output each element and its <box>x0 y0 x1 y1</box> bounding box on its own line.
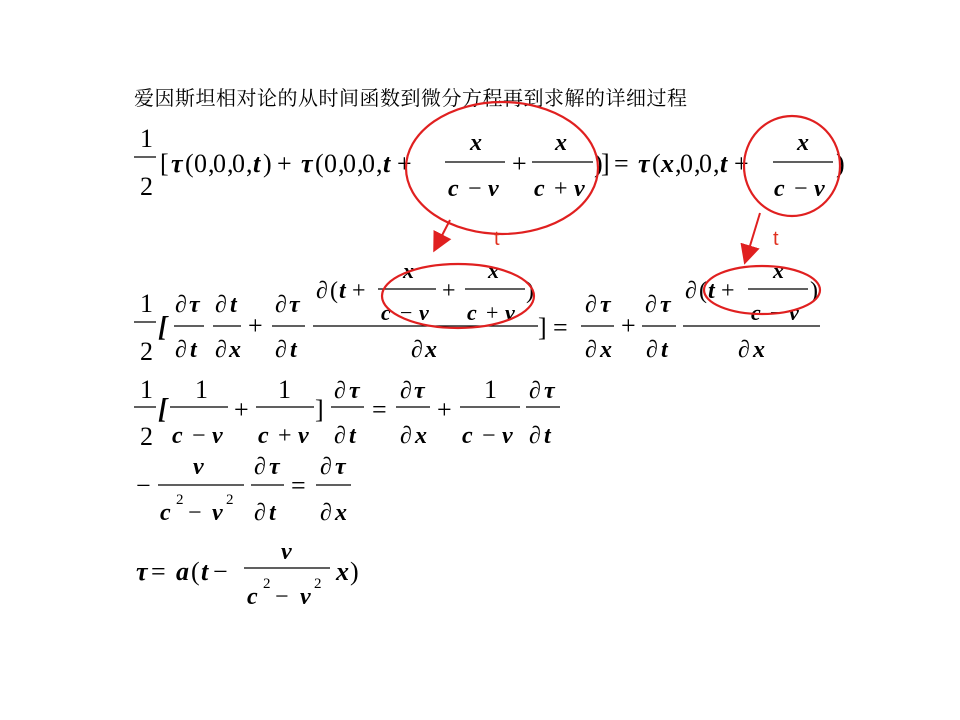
math-token-38: ( <box>652 149 661 178</box>
math-token-148: = <box>291 471 306 500</box>
math-token-110: c <box>172 423 183 449</box>
math-token-51: ) <box>836 149 845 178</box>
math-token-95: ∂ <box>685 278 697 304</box>
math-token-121: ∂ <box>334 423 346 449</box>
math-token-79: + <box>486 300 499 325</box>
math-token-66: ∂ <box>275 337 287 363</box>
math-token-14: + <box>277 149 292 178</box>
math-token-98: + <box>721 278 735 304</box>
math-token-83: x <box>425 337 437 363</box>
math-token-9: , <box>227 149 234 178</box>
math-token-59: ∂ <box>215 292 227 318</box>
math-token-2: 2 <box>140 172 153 201</box>
math-token-99: x <box>773 258 784 283</box>
math-token-76: + <box>442 278 456 304</box>
math-token-144: ∂ <box>254 454 266 480</box>
math-token-119: ∂ <box>334 378 346 404</box>
arrow-right <box>746 213 760 259</box>
math-token-65: τ <box>289 292 300 318</box>
math-token-87: τ <box>600 292 611 318</box>
math-token-21: 0 <box>362 149 375 178</box>
math-token-89: x <box>600 337 612 363</box>
math-token-106: 1 <box>140 375 153 404</box>
math-token-132: v <box>502 423 513 449</box>
math-token-81: ) <box>526 278 534 304</box>
math-token-1: 1 <box>140 124 153 153</box>
math-token-165: x <box>336 557 349 586</box>
math-token-146: ∂ <box>254 500 266 526</box>
math-token-122: t <box>349 423 356 449</box>
highlight-ellipse-right-top <box>744 116 840 216</box>
math-token-55: ∂ <box>175 292 187 318</box>
math-token-97: t <box>708 278 715 304</box>
math-token-27: − <box>468 176 482 202</box>
math-token-41: 0 <box>680 149 693 178</box>
math-token-160: c <box>247 584 258 610</box>
math-token-40: , <box>675 149 682 178</box>
math-token-31: c <box>534 176 545 202</box>
math-token-24: + <box>397 149 412 178</box>
math-token-25: x <box>470 130 482 156</box>
note-t-left: t <box>494 228 500 250</box>
math-token-64: ∂ <box>275 292 287 318</box>
arrow-left <box>436 220 450 247</box>
math-token-33: v <box>574 176 585 202</box>
math-token-150: τ <box>335 454 346 480</box>
math-token-104: ∂ <box>738 337 750 363</box>
math-token-114: 1 <box>278 375 291 404</box>
math-token-57: ∂ <box>175 337 187 363</box>
math-token-28: v <box>488 176 499 202</box>
math-token-58: t <box>190 337 197 363</box>
math-token-157: t <box>201 557 209 586</box>
math-token-13: ) <box>263 149 272 178</box>
math-token-131: − <box>482 423 496 449</box>
math-token-153: τ <box>136 557 148 586</box>
math-token-30: x <box>555 130 567 156</box>
math-token-154: = <box>151 557 166 586</box>
math-token-73: c <box>381 300 391 325</box>
math-token-82: ∂ <box>411 337 423 363</box>
math-token-46: + <box>734 149 749 178</box>
math-token-109: 1 <box>195 375 208 404</box>
math-token-32: + <box>554 176 568 202</box>
math-token-130: c <box>462 423 473 449</box>
math-token-47: x <box>797 130 809 156</box>
math-token-115: c <box>258 423 269 449</box>
math-token-143: 2 <box>226 492 234 508</box>
math-token-56: τ <box>189 292 200 318</box>
math-token-137: − <box>136 471 151 500</box>
math-token-70: t <box>339 278 346 304</box>
math-token-138: v <box>193 454 204 480</box>
math-token-151: ∂ <box>320 500 332 526</box>
math-token-53: 2 <box>140 337 153 366</box>
math-token-140: 2 <box>176 492 184 508</box>
math-token-3: [ <box>160 149 169 178</box>
math-token-61: ∂ <box>215 337 227 363</box>
math-token-147: t <box>269 500 276 526</box>
math-token-18: , <box>338 149 345 178</box>
math-token-107: 2 <box>140 422 153 451</box>
math-token-26: c <box>448 176 459 202</box>
math-token-35: ] <box>601 149 610 178</box>
math-token-8: 0 <box>213 149 226 178</box>
math-token-125: τ <box>414 378 425 404</box>
math-token-120: τ <box>349 378 360 404</box>
math-token-43: 0 <box>699 149 712 178</box>
math-token-11: , <box>246 149 253 178</box>
math-token-134: τ <box>544 378 555 404</box>
math-token-67: t <box>290 337 297 363</box>
math-token-117: v <box>298 423 309 449</box>
note-t-right: t <box>773 228 779 250</box>
math-token-62: x <box>229 337 241 363</box>
math-token-50: v <box>814 176 825 202</box>
math-token-149: ∂ <box>320 454 332 480</box>
highlight-ellipse-left-middle <box>382 264 534 328</box>
math-token-7: , <box>208 149 215 178</box>
math-token-108: [ <box>158 394 168 425</box>
math-token-152: x <box>335 500 347 526</box>
math-token-162: − <box>275 584 289 610</box>
math-token-54: [ <box>158 312 168 343</box>
math-token-164: 2 <box>314 576 322 592</box>
math-token-22: , <box>376 149 383 178</box>
math-token-93: ∂ <box>646 337 658 363</box>
math-token-42: , <box>694 149 701 178</box>
math-token-74: − <box>400 300 413 325</box>
math-token-161: 2 <box>263 576 271 592</box>
math-token-77: x <box>488 258 499 283</box>
math-token-145: τ <box>269 454 280 480</box>
math-token-158: − <box>213 557 228 586</box>
math-token-75: v <box>419 300 429 325</box>
math-token-4: τ <box>171 149 183 178</box>
math-token-29: + <box>512 149 527 178</box>
math-token-60: t <box>230 292 237 318</box>
math-token-34: ) <box>594 149 603 178</box>
math-token-133: ∂ <box>529 378 541 404</box>
math-token-156: ( <box>191 557 200 586</box>
math-token-39: x <box>661 149 674 178</box>
math-token-101: − <box>770 300 783 325</box>
math-token-91: ∂ <box>645 292 657 318</box>
math-token-111: − <box>192 423 206 449</box>
math-token-68: ∂ <box>316 278 328 304</box>
math-token-155: a <box>176 557 189 586</box>
highlight-ellipse-left-top <box>406 102 598 234</box>
math-token-159: v <box>281 539 292 565</box>
math-token-12: t <box>253 149 261 178</box>
math-token-166: ) <box>350 557 359 586</box>
math-token-128: + <box>437 395 452 424</box>
math-token-36: = <box>614 149 629 178</box>
math-token-72: x <box>403 258 414 283</box>
math-token-139: c <box>160 500 171 526</box>
math-token-90: + <box>621 311 636 340</box>
math-token-123: = <box>372 395 387 424</box>
math-token-10: 0 <box>232 149 245 178</box>
math-token-141: − <box>188 500 202 526</box>
math-token-48: c <box>774 176 785 202</box>
math-token-78: c <box>467 300 477 325</box>
math-token-103: ) <box>810 278 818 304</box>
math-token-85: = <box>553 313 568 342</box>
math-token-84: ] <box>538 313 547 342</box>
math-token-69: ( <box>330 278 338 304</box>
math-token-105: x <box>753 337 765 363</box>
math-token-96: ( <box>699 278 707 304</box>
math-token-17: 0 <box>324 149 337 178</box>
math-token-118: ] <box>315 395 324 424</box>
math-token-71: + <box>352 278 366 304</box>
math-token-20: , <box>357 149 364 178</box>
math-token-129: 1 <box>484 375 497 404</box>
math-token-52: 1 <box>140 289 153 318</box>
math-token-44: , <box>713 149 720 178</box>
math-token-5: ( <box>185 149 194 178</box>
math-token-19: 0 <box>343 149 356 178</box>
math-token-92: τ <box>660 292 671 318</box>
math-token-80: v <box>505 300 515 325</box>
slide-title: 爱因斯坦相对论的从时间函数到微分方程再到求解的详细过程 <box>134 86 688 110</box>
math-token-94: t <box>661 337 668 363</box>
math-token-45: t <box>720 149 728 178</box>
math-token-135: ∂ <box>529 423 541 449</box>
math-token-37: τ <box>638 149 650 178</box>
math-token-124: ∂ <box>400 378 412 404</box>
math-token-112: v <box>212 423 223 449</box>
math-token-49: − <box>794 176 808 202</box>
math-token-136: t <box>544 423 551 449</box>
math-token-86: ∂ <box>585 292 597 318</box>
math-token-23: t <box>383 149 391 178</box>
math-token-16: ( <box>315 149 324 178</box>
math-token-126: ∂ <box>400 423 412 449</box>
math-token-88: ∂ <box>585 337 597 363</box>
math-token-116: + <box>278 423 292 449</box>
math-token-6: 0 <box>194 149 207 178</box>
math-token-163: v <box>300 584 311 610</box>
math-token-113: + <box>234 395 249 424</box>
math-token-142: v <box>212 500 223 526</box>
math-token-63: + <box>248 311 263 340</box>
math-token-102: v <box>789 300 799 325</box>
math-token-127: x <box>415 423 427 449</box>
math-token-100: c <box>751 300 761 325</box>
math-token-15: τ <box>301 149 313 178</box>
